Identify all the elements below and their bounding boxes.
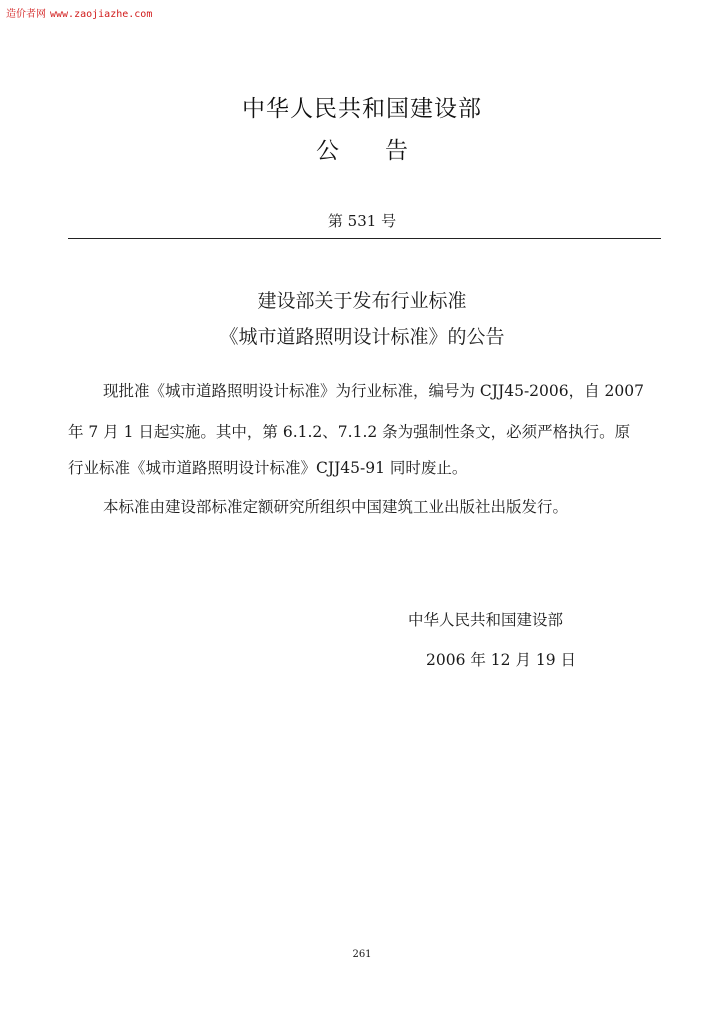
document-number: 第 531 号 [327,212,397,230]
signature-date: 2006 年 12 月 19 日 [426,651,577,669]
header-divider [68,238,661,239]
watermark [6,5,156,20]
watermark-url: www.zaojiazhe.com [50,9,153,20]
body-line: 行业标准《城市道路照明设计标准》CJJ45-91 同时废止。 [68,459,468,477]
notice-char-2: 告 [385,138,408,164]
signature-issuer: 中华人民共和国建设部 [408,611,564,629]
notice-char-1: 公 [316,138,339,164]
issuer-title: 中华人民共和国建设部 [242,96,482,122]
body-line: 现批准《城市道路照明设计标准》为行业标准，编号为 CJJ45-2006，自 2007 [103,382,644,400]
subtitle-line-1: 建设部关于发布行业标准 [257,290,467,312]
watermark-site-name: 造价者网 [6,9,46,20]
page-number: 261 [352,949,372,960]
notice-label [0,132,724,165]
body-line: 本标准由建设部标准定额研究所组织中国建筑工业出版社出版发行。 [103,498,569,516]
body-line: 年 7 月 1 日起实施。其中，第 6.1.2、7.1.2 条为强制性条文，必须严格执行。原 [68,423,631,441]
subtitle-line-2: 《城市道路照明设计标准》的公告 [219,326,505,348]
